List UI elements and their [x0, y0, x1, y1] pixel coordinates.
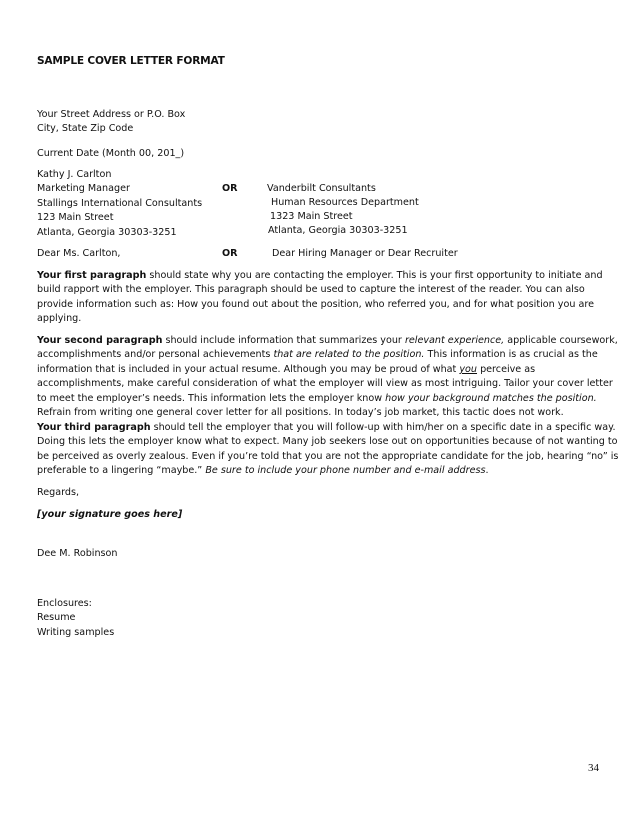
recipient-left-line: Stallings International Consultants: [37, 197, 203, 209]
letter-date: Current Date (Month 00, 201_): [37, 148, 185, 159]
p1-text: build rapport with the employer. This paragraph should be used to capture the interest of the reader. You can also: [37, 284, 585, 296]
recipient-right-line: Vanderbilt Consultants: [267, 183, 376, 194]
p1-text: provide information such as: How you found out about the position, who referred you, and for what position you are: [37, 298, 594, 310]
sender-city: City, State Zip Code: [37, 123, 134, 135]
p2-text: to meet the employer’s needs. This information lets the employer know: [37, 392, 386, 404]
p3-text: .: [485, 465, 489, 477]
page-number: 34: [588, 762, 599, 774]
p1-text: should state why you are contacting the employer. This is your first opportunity to initiate and: [146, 270, 603, 281]
p3-lead: Your third paragraph: [37, 422, 151, 433]
p2-text: Refrain from writing one general cover letter for all positions. In today’s job market, this tactic does not work.: [37, 407, 564, 419]
p1-text: applying.: [37, 313, 82, 325]
p2-text: information that is included in your actual resume. Although you may be proud of what: [37, 363, 460, 375]
recipient-left-line: Kathy J. Carlton: [37, 169, 112, 180]
recipient-address-left: [37, 168, 202, 240]
or-label: OR: [222, 183, 238, 194]
paragraph-3: [37, 421, 619, 479]
recipient-right-line: 1323 Main Street: [270, 211, 353, 222]
p3-emphasis: Be sure to include your phone number and e-mail address: [205, 465, 486, 477]
or-label: OR: [222, 248, 238, 259]
enclosures: [37, 597, 114, 640]
recipient-right-line: Human Resources Department: [271, 197, 419, 208]
sender-street: Your Street Address or P.O. Box: [37, 109, 186, 120]
p3-text: preferable to a lingering “maybe.”: [37, 465, 206, 477]
recipient-right-line: Atlanta, Georgia 30303-3251: [268, 225, 408, 236]
p2-text: should include information that summarizes your: [162, 335, 405, 346]
p3-text: should tell the employer that you will follow-up with him/her on a specific date in a specific way.: [150, 422, 616, 433]
enclosure-item: Resume: [37, 612, 76, 624]
closing: Regards,: [37, 487, 80, 498]
p1-lead: Your first paragraph: [37, 270, 147, 281]
salutation-left: Dear Ms. Carlton,: [37, 248, 121, 259]
p2-text: This information is as crucial as the: [424, 349, 598, 361]
signature-placeholder: [37, 508, 182, 522]
recipient-left-line: 123 Main Street: [37, 212, 114, 224]
p2-text: applicable coursework,: [504, 335, 618, 346]
p2-emphasis: that are related to the position.: [273, 349, 425, 361]
p2-text: accomplishments and/or personal achievements: [37, 349, 274, 361]
salutation-right: Dear Hiring Manager or Dear Recruiter: [272, 248, 458, 259]
page-title: SAMPLE COVER LETTER FORMAT: [37, 55, 225, 67]
paragraph-1: [37, 269, 605, 327]
recipient-left-line: Atlanta, Georgia 30303-3251: [37, 226, 177, 238]
p2-text: perceive as: [477, 363, 536, 375]
sender-address: [37, 108, 185, 137]
recipient-left-line: Marketing Manager: [37, 183, 130, 195]
p2-text: accomplishments, make careful consideration of what the employer will view as most intriguing. Tailor your cover letter: [37, 378, 613, 390]
p2-lead: Your second paragraph: [37, 335, 163, 346]
p2-emphasis: you: [459, 363, 478, 375]
enclosure-item: Writing samples: [37, 626, 115, 638]
signature-text: [your signature goes here]: [37, 509, 183, 520]
p3-text: be perceived as overly zealous. Even if you’re told that you are not the appropriate candidate for the job, hearing “no” is: [37, 450, 619, 462]
p2-emphasis: how your background matches the position.: [385, 392, 597, 404]
enclosures-label: Enclosures:: [37, 598, 92, 609]
p3-text: Doing this lets the employer know what to expect. Many job seekers lose out on opportunities because of not wanting to: [37, 436, 618, 448]
signer-name: Dee M. Robinson: [37, 548, 118, 559]
paragraph-2: [37, 334, 618, 420]
p2-emphasis: relevant experience,: [404, 335, 505, 346]
